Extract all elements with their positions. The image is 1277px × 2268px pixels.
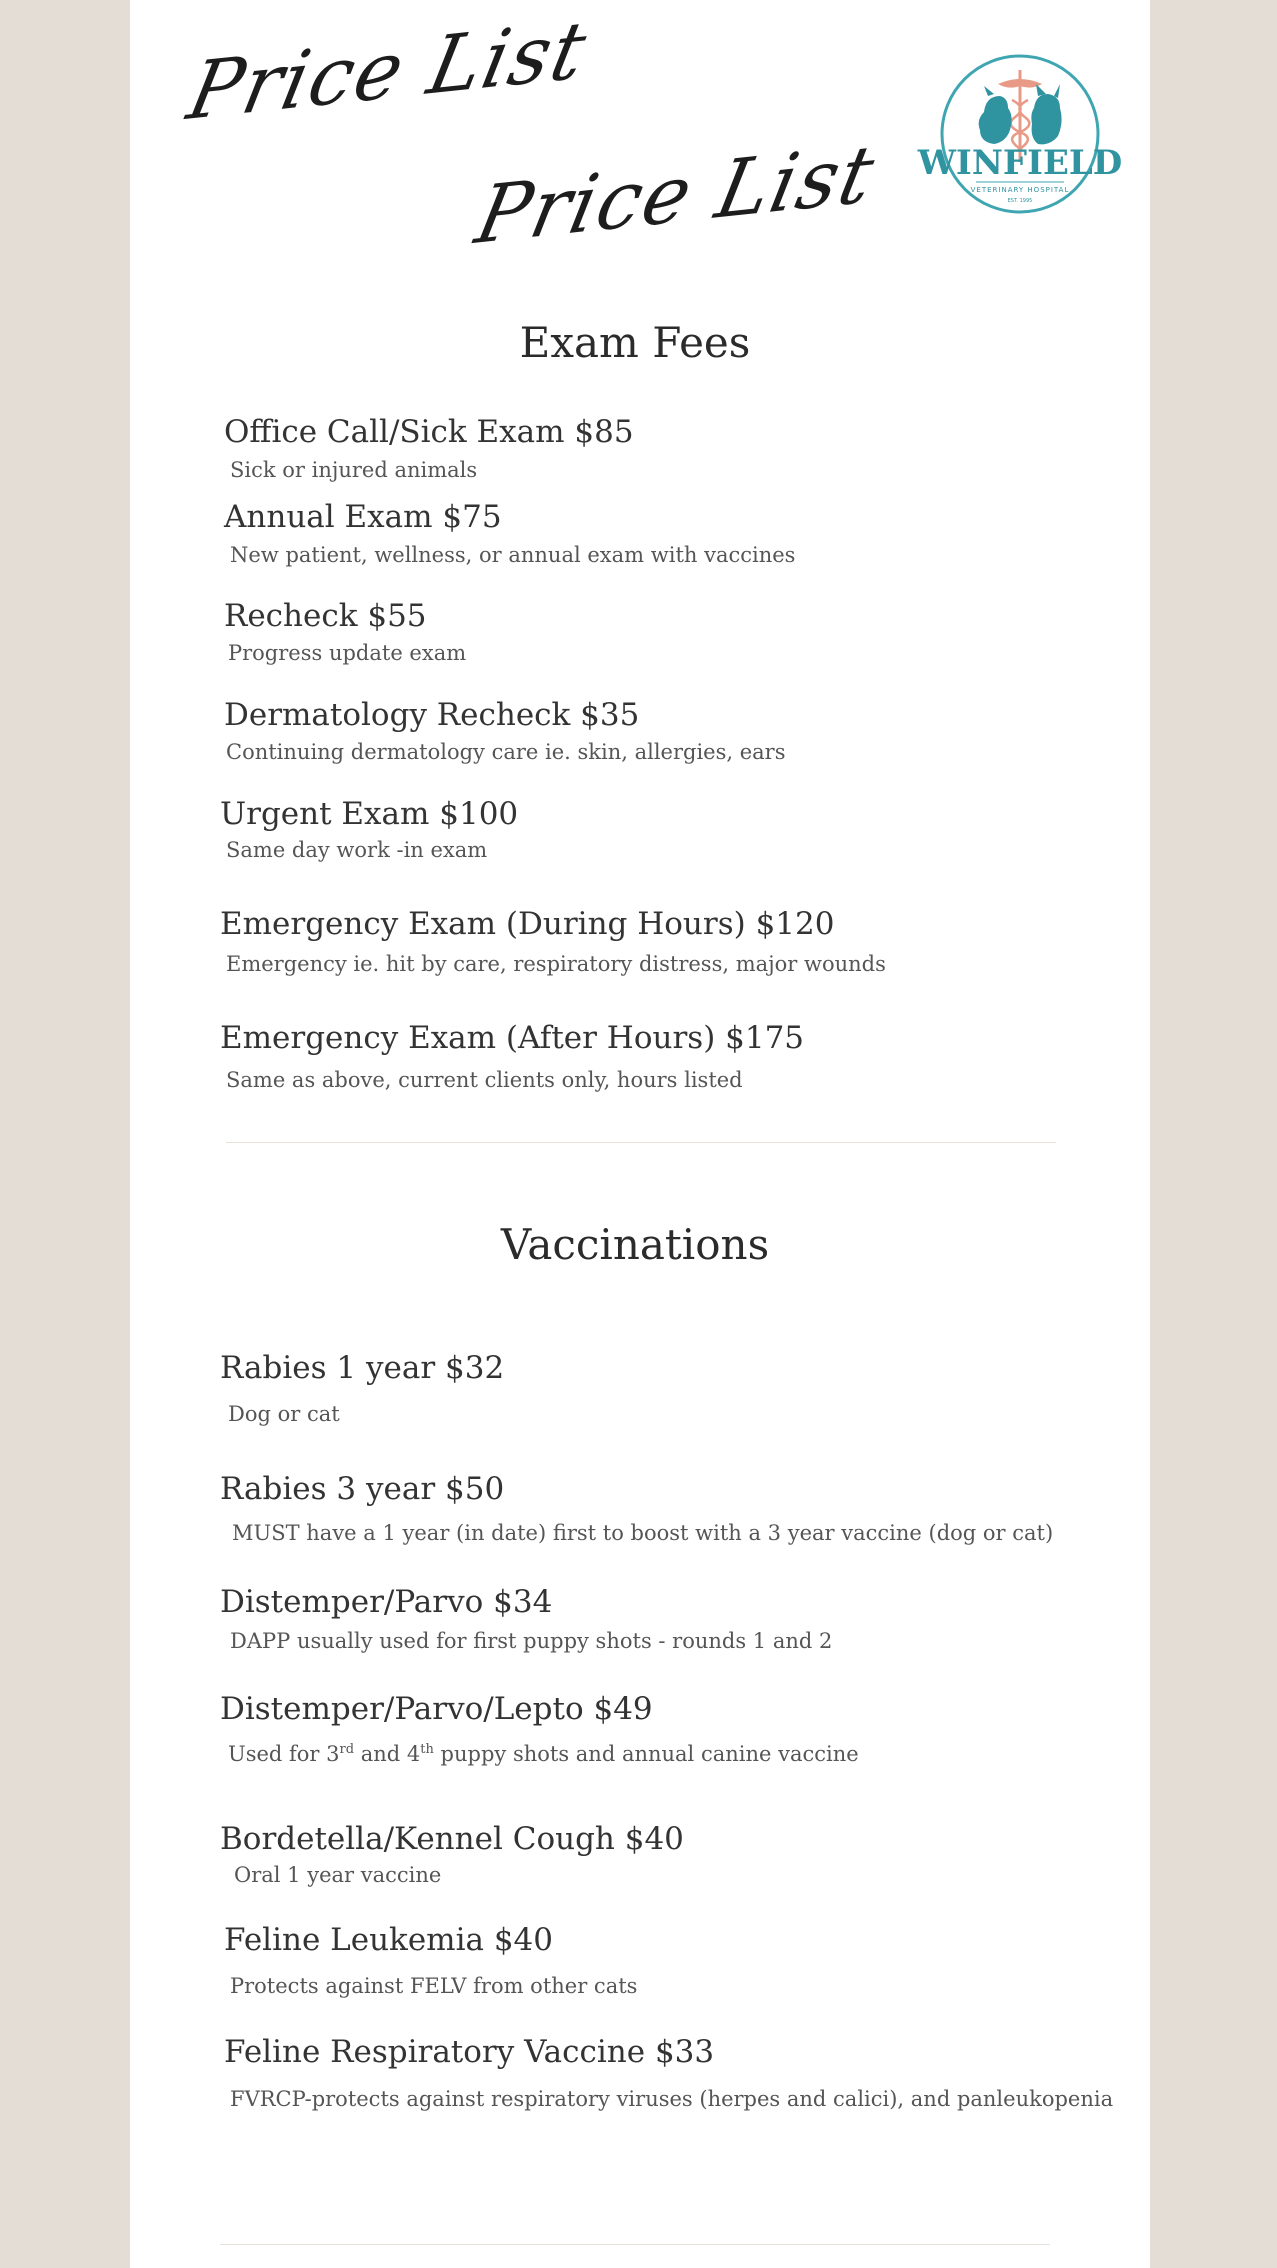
exam-item-name: Emergency Exam (During Hours) $120 bbox=[220, 906, 835, 942]
exam-item-name: Annual Exam $75 bbox=[224, 499, 502, 535]
exam-item-name: Office Call/Sick Exam $85 bbox=[224, 414, 634, 450]
vaccine-item-name: Feline Leukemia $40 bbox=[224, 1922, 553, 1958]
price-list-page bbox=[130, 0, 1150, 2268]
vaccine-item-name: Rabies 3 year $50 bbox=[220, 1471, 505, 1507]
exam-item-desc: Same as above, current clients only, hours listed bbox=[226, 1068, 743, 1092]
vaccinations-title: Vaccinations bbox=[500, 1220, 770, 1269]
exam-item-desc: Emergency ie. hit by care, respiratory distress, major wounds bbox=[226, 952, 886, 976]
vaccine-item-desc: Protects against FELV from other cats bbox=[230, 1974, 638, 1998]
logo-wordmark: WINFIELD bbox=[917, 143, 1123, 183]
vaccine-item-name: Bordetella/Kennel Cough $40 bbox=[220, 1821, 684, 1857]
winfield-logo bbox=[917, 50, 1123, 220]
vaccine-item-name: Feline Respiratory Vaccine $33 bbox=[224, 2034, 715, 2070]
vaccine-item-name: Distemper/Parvo/Lepto $49 bbox=[220, 1691, 653, 1727]
logo-subtitle: VETERINARY HOSPITAL bbox=[970, 186, 1070, 194]
exam-item-name: Dermatology Recheck $35 bbox=[224, 697, 640, 733]
script-title-secondary: Price List bbox=[468, 128, 884, 263]
logo-established: EST. 1995 bbox=[1007, 198, 1033, 204]
script-title-primary: Price List bbox=[180, 4, 596, 139]
vaccine-item-desc: MUST have a 1 year (in date) first to boost with a 3 year vaccine (dog or cat) bbox=[232, 1521, 1054, 1545]
exam-item-name: Emergency Exam (After Hours) $175 bbox=[220, 1020, 805, 1056]
vaccine-item-desc: FVRCP-protects against respiratory viruses (herpes and calici), and panleukopenia bbox=[230, 2087, 1114, 2111]
section-divider bbox=[220, 2244, 1050, 2245]
section-divider bbox=[226, 1142, 1056, 1143]
exam-item-desc: Progress update exam bbox=[228, 641, 467, 665]
exam-item-name: Urgent Exam $100 bbox=[220, 796, 519, 832]
exam-item-desc: Sick or injured animals bbox=[230, 458, 478, 482]
exam-item-desc: Same day work -in exam bbox=[226, 838, 488, 862]
exam-item-desc: New patient, wellness, or annual exam with vaccines bbox=[230, 543, 796, 567]
exam-item-desc: Continuing dermatology care ie. skin, allergies, ears bbox=[226, 740, 786, 764]
vaccine-item-name: Distemper/Parvo $34 bbox=[220, 1584, 553, 1620]
vaccine-item-desc: Used for 3rd and 4th puppy shots and annual canine vaccine bbox=[228, 1742, 859, 1766]
exam-item-name: Recheck $55 bbox=[224, 598, 427, 634]
exam-fees-title: Exam Fees bbox=[519, 318, 751, 367]
vaccine-item-desc: Oral 1 year vaccine bbox=[234, 1863, 442, 1887]
vaccine-item-desc: Dog or cat bbox=[228, 1402, 340, 1426]
vaccine-item-desc: DAPP usually used for first puppy shots - rounds 1 and 2 bbox=[230, 1629, 833, 1653]
vaccine-item-name: Rabies 1 year $32 bbox=[220, 1350, 505, 1386]
